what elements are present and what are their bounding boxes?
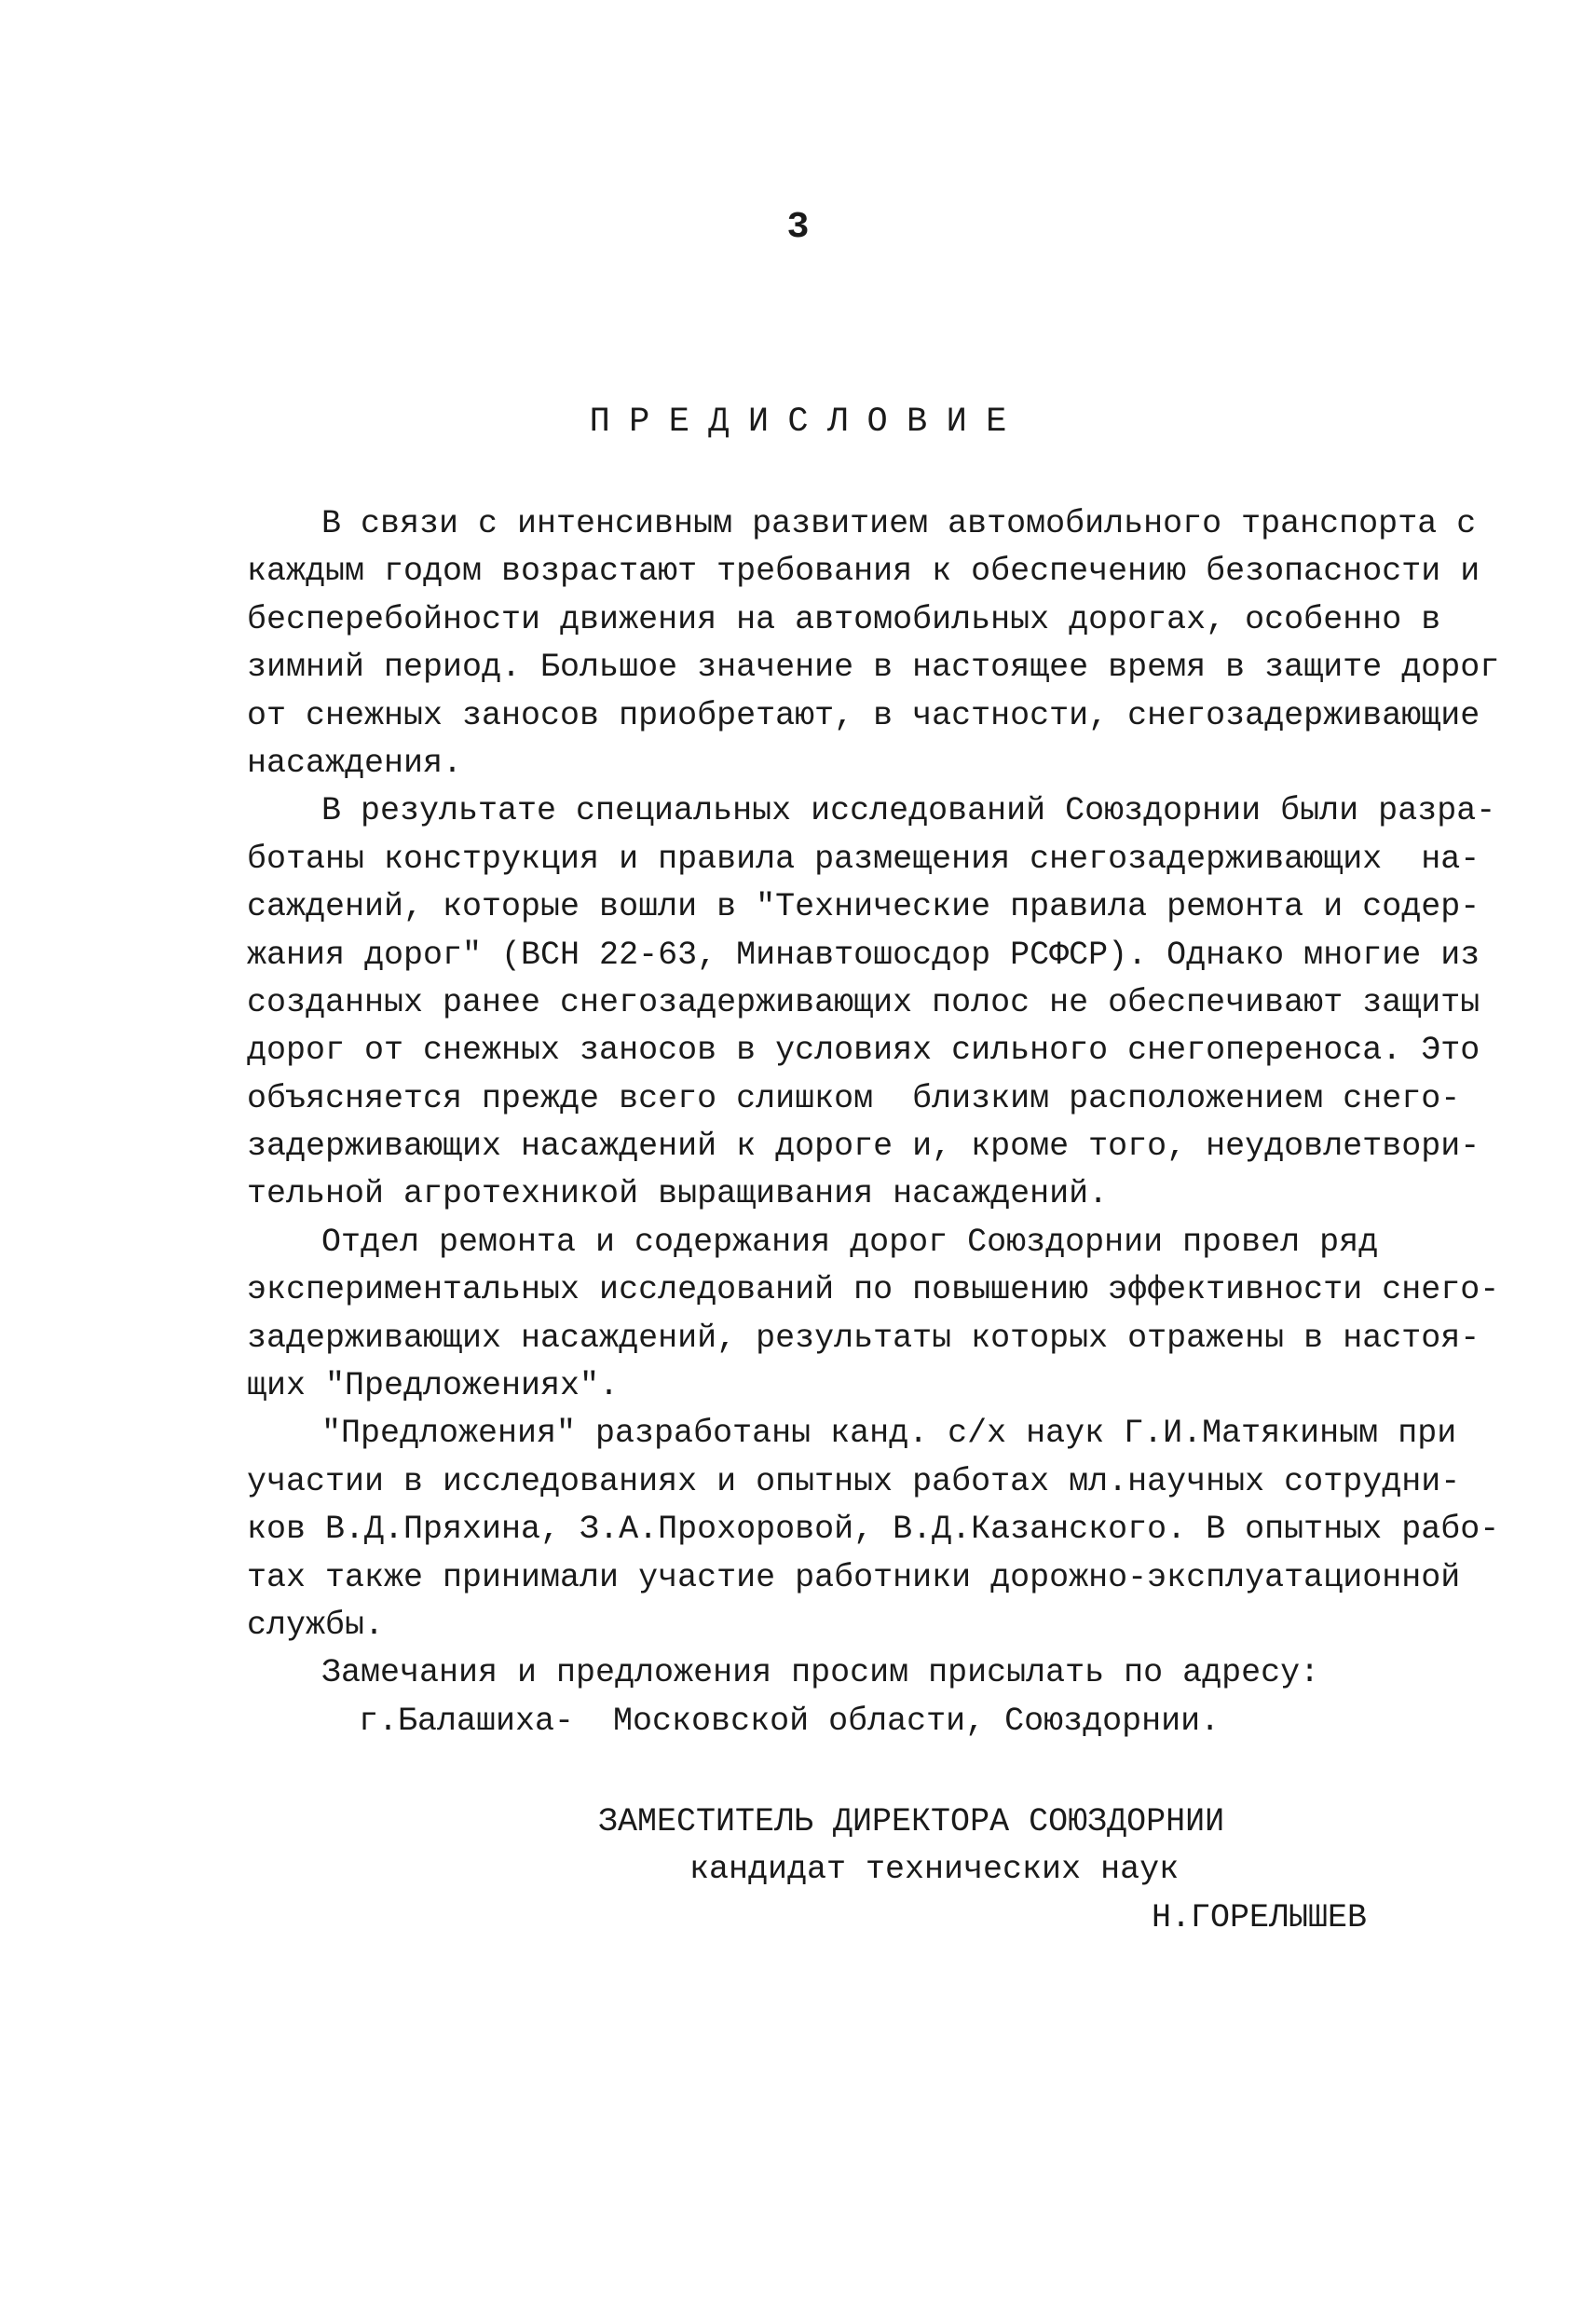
paragraph-4-line-4: тах также принимали участие работники дорожно-эксплуатационной <box>247 1558 1461 1596</box>
page-number: 3 <box>786 207 810 249</box>
paragraph-2-line-3: саждений, которые вошли в "Технические правила ремонта и содер- <box>247 888 1480 926</box>
signature-name: Н.ГОРЕЛЫШЕВ <box>1152 1898 1368 1936</box>
paragraph-2-line-1: В результате специальных исследований Союздорнии были разра- <box>321 792 1496 830</box>
paragraph-2-line-4: жания дорог" (ВСН 22-63, Минавтошосдор РСФСР). Однако многие из <box>247 936 1480 974</box>
signature-degree: кандидат технических наук <box>689 1851 1180 1889</box>
paragraph-2-line-6: дорог от снежных заносов в условиях сильного снегопереноса. Это <box>247 1032 1480 1070</box>
paragraph-1-line-2: каждым годом возрастают требования к обеспечению безопасности и <box>247 553 1480 591</box>
address-line: г.Балашиха- Московской области, Союздорнии. <box>359 1702 1221 1740</box>
paragraph-1-line-3: бесперебойности движения на автомобильных дорогах, особенно в <box>247 600 1441 638</box>
paragraph-2-line-8: задерживающих насаждений к дороге и, кроме того, неудовлетвори- <box>247 1128 1480 1166</box>
paragraph-2-line-7: объясняется прежде всего слишком близким расположением снего- <box>247 1079 1461 1117</box>
paragraph-4-line-5: службы. <box>247 1606 385 1644</box>
paragraph-5-line-1: Замечания и предложения просим присылать по адресу: <box>321 1654 1320 1692</box>
paragraph-1-line-1: В связи с интенсивным развитием автомобильного транспорта с <box>321 505 1477 542</box>
paragraph-4-line-1: "Предложения" разработаны канд. с/х наук Г.И.Матякиным при <box>321 1415 1457 1453</box>
page-title: ПРЕДИСЛОВИЕ <box>589 403 1026 442</box>
paragraph-2-line-2: ботаны конструкция и правила размещения снегозадерживающих на- <box>247 840 1480 878</box>
paragraph-4-line-2: участии в исследованиях и опытных работах мл.научных сотрудни- <box>247 1462 1461 1500</box>
signature-title: ЗАМЕСТИТЕЛЬ ДИРЕКТОРА СОЮЗДОРНИИ <box>598 1803 1225 1840</box>
paragraph-3-line-1: Отдел ремонта и содержания дорог Союздорнии провел ряд <box>321 1223 1379 1261</box>
paragraph-3-line-4: щих "Предложениях". <box>247 1367 620 1405</box>
preface-body <box>247 500 1500 1745</box>
paragraph-1-line-5: от снежных заносов приобретают, в частности, снегозадерживающие <box>247 696 1480 734</box>
paragraph-2-line-5: созданных ранее снегозадерживающих полос не обеспечивают защиты <box>247 983 1480 1021</box>
paragraph-1-line-4: зимний период. Большое значение в настоящее время в защите дорог <box>247 649 1500 687</box>
paragraph-3-line-3: задерживающих насаждений, результаты которых отражены в настоя- <box>247 1319 1480 1357</box>
paragraph-1-line-6: насаждения. <box>247 744 463 782</box>
paragraph-3-line-2: экспериментальных исследований по повышению эффективности снего- <box>247 1271 1500 1309</box>
paragraph-2-line-9: тельной агротехникой выращивания насаждений. <box>247 1175 1109 1213</box>
paragraph-4-line-3: ков В.Д.Пряхина, З.А.Прохоровой, В.Д.Казанского. В опытных рабо- <box>247 1511 1500 1549</box>
signature-block <box>0 1799 1596 1942</box>
